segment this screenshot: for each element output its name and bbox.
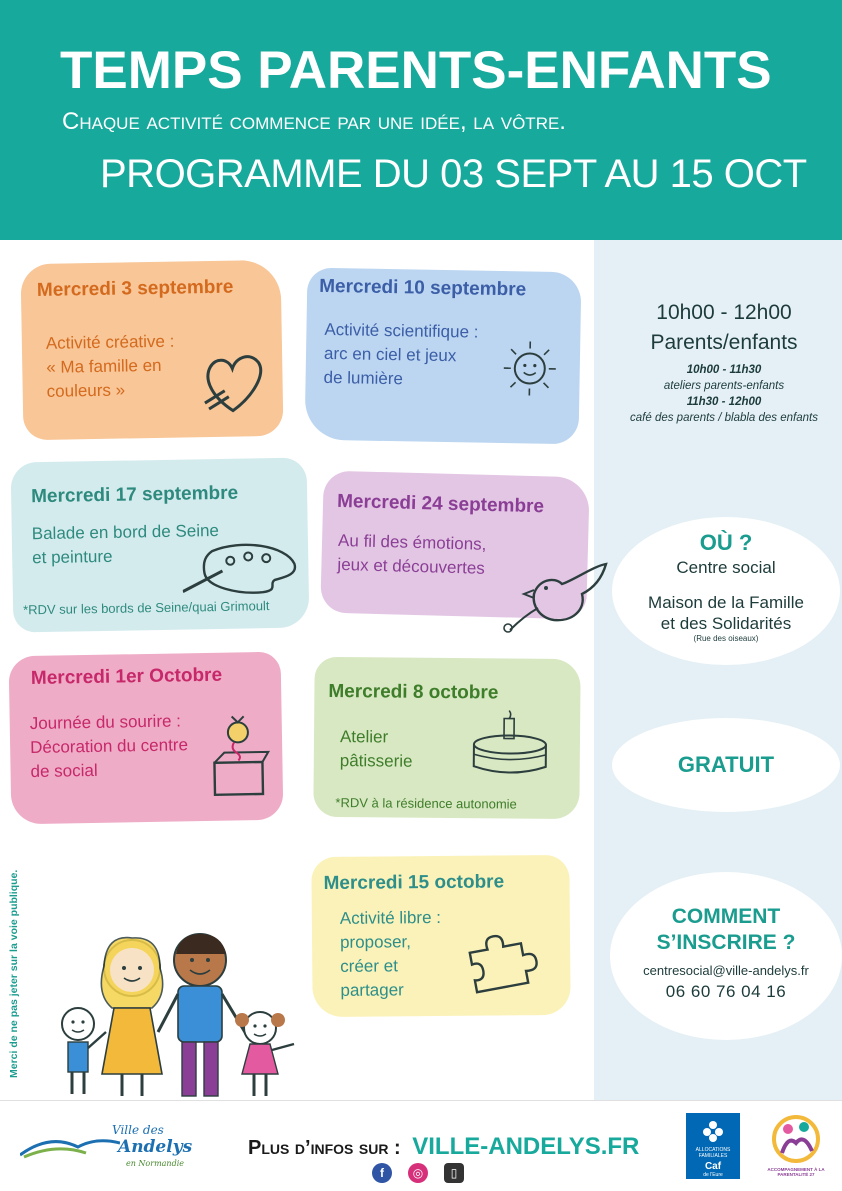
activity-description: Journée du sourire : Décoration du centre de social: [29, 711, 189, 782]
family-drawing-icon: [50, 924, 302, 1100]
activity-date: Mercredi 1er Octobre: [30, 664, 223, 689]
location-line2: Maison de la Famille et des Solidarités: [648, 593, 804, 633]
parentality-logo: ACCOMPAGNEMENT À LA PARENTALITÉ 27: [766, 1113, 826, 1179]
price-label: GRATUIT: [677, 752, 775, 777]
activity-date: Mercredi 10 septembre: [319, 275, 527, 301]
footer: [0, 1100, 842, 1191]
hill-logo-icon: [20, 1129, 120, 1159]
activity-description: Activité scientifique : arc en ciel et jeux de lumière: [323, 319, 479, 389]
andelys-logo: Ville des Andelys en Normandie: [20, 1115, 200, 1175]
page-title: TEMPS PARENTS-ENFANTS: [60, 41, 772, 100]
heart-icon: [194, 340, 275, 421]
programme-dates: PROGRAMME DU 03 SEPT AU 15 OCT: [100, 152, 807, 196]
cake-icon: [468, 708, 553, 781]
activity-date: Mercredi 8 octobre: [328, 680, 499, 704]
activity-note: *RDV à la résidence autonomie: [335, 795, 517, 812]
activity-description: Balade en bord de Seine et peinture: [31, 520, 220, 568]
phone-icon[interactable]: ▯: [444, 1163, 464, 1183]
palette-icon: [182, 540, 301, 596]
signup-email[interactable]: centresocial@ville-andelys.fr: [643, 963, 809, 978]
location-line1: Centre social: [676, 558, 776, 577]
location-title: OÙ ?: [699, 530, 753, 555]
website-link[interactable]: VILLE-ANDELYS.FR: [412, 1133, 640, 1160]
activity-note: *RDV sur les bords de Seine/quai Grimoult: [22, 598, 270, 618]
facebook-icon[interactable]: f: [372, 1163, 392, 1183]
schedule-detail: 10h00 - 11h30 ateliers parents-enfants 11h30 - 12h00 café des parents / blabla des enfants: [630, 364, 818, 424]
activity-card-2: [305, 268, 582, 445]
activity-card-7: [311, 855, 570, 1017]
header-banner: [0, 0, 842, 240]
sun-icon: [491, 337, 568, 400]
parentality-figures-icon: [770, 1113, 822, 1165]
activity-card-6: [313, 657, 580, 819]
activity-description: Atelier pâtisserie: [339, 727, 413, 771]
jack-in-the-box-icon: [206, 712, 273, 799]
signup-title: COMMENT S’INSCRIRE ?: [656, 905, 796, 954]
activity-description: Activité créative : « Ma famille en couleurs »: [45, 331, 175, 401]
activity-description: Activité libre : proposer, créer et partager: [339, 908, 442, 1000]
activity-card-5: [9, 652, 284, 825]
activity-card-1: [20, 260, 283, 441]
caf-logo: ALLOCATIONS FAMILIALES Caf de l'Eure: [686, 1113, 740, 1179]
instagram-icon[interactable]: ◎: [408, 1163, 428, 1183]
caf-flower-icon: [701, 1119, 725, 1143]
activity-date: Mercredi 17 septembre: [30, 482, 239, 508]
more-info: Plus d’infos sur : VILLE-ANDELYS.FR: [248, 1133, 640, 1160]
activity-date: Mercredi 15 octobre: [323, 871, 505, 895]
page-subtitle: Chaque activité commence par une idée, la vôtre.: [62, 108, 566, 135]
activity-date: Mercredi 24 septembre: [336, 490, 545, 518]
disposal-note: Merci de ne pas jeter sur la voie publique.: [8, 869, 20, 1078]
bird-icon: [498, 560, 612, 636]
signup-phone[interactable]: 06 60 76 04 16: [665, 982, 787, 1001]
puzzle-icon: [462, 929, 539, 994]
schedule-main: 10h00 - 12h00 Parents/enfants: [650, 301, 798, 354]
activity-date: Mercredi 3 septembre: [36, 276, 234, 301]
signup-oval: [610, 872, 842, 1040]
location-address: (Rue des oiseaux): [693, 634, 759, 643]
activity-card-3: [11, 457, 310, 632]
activity-description: Au fil des émotions, jeux et découvertes: [337, 530, 487, 578]
